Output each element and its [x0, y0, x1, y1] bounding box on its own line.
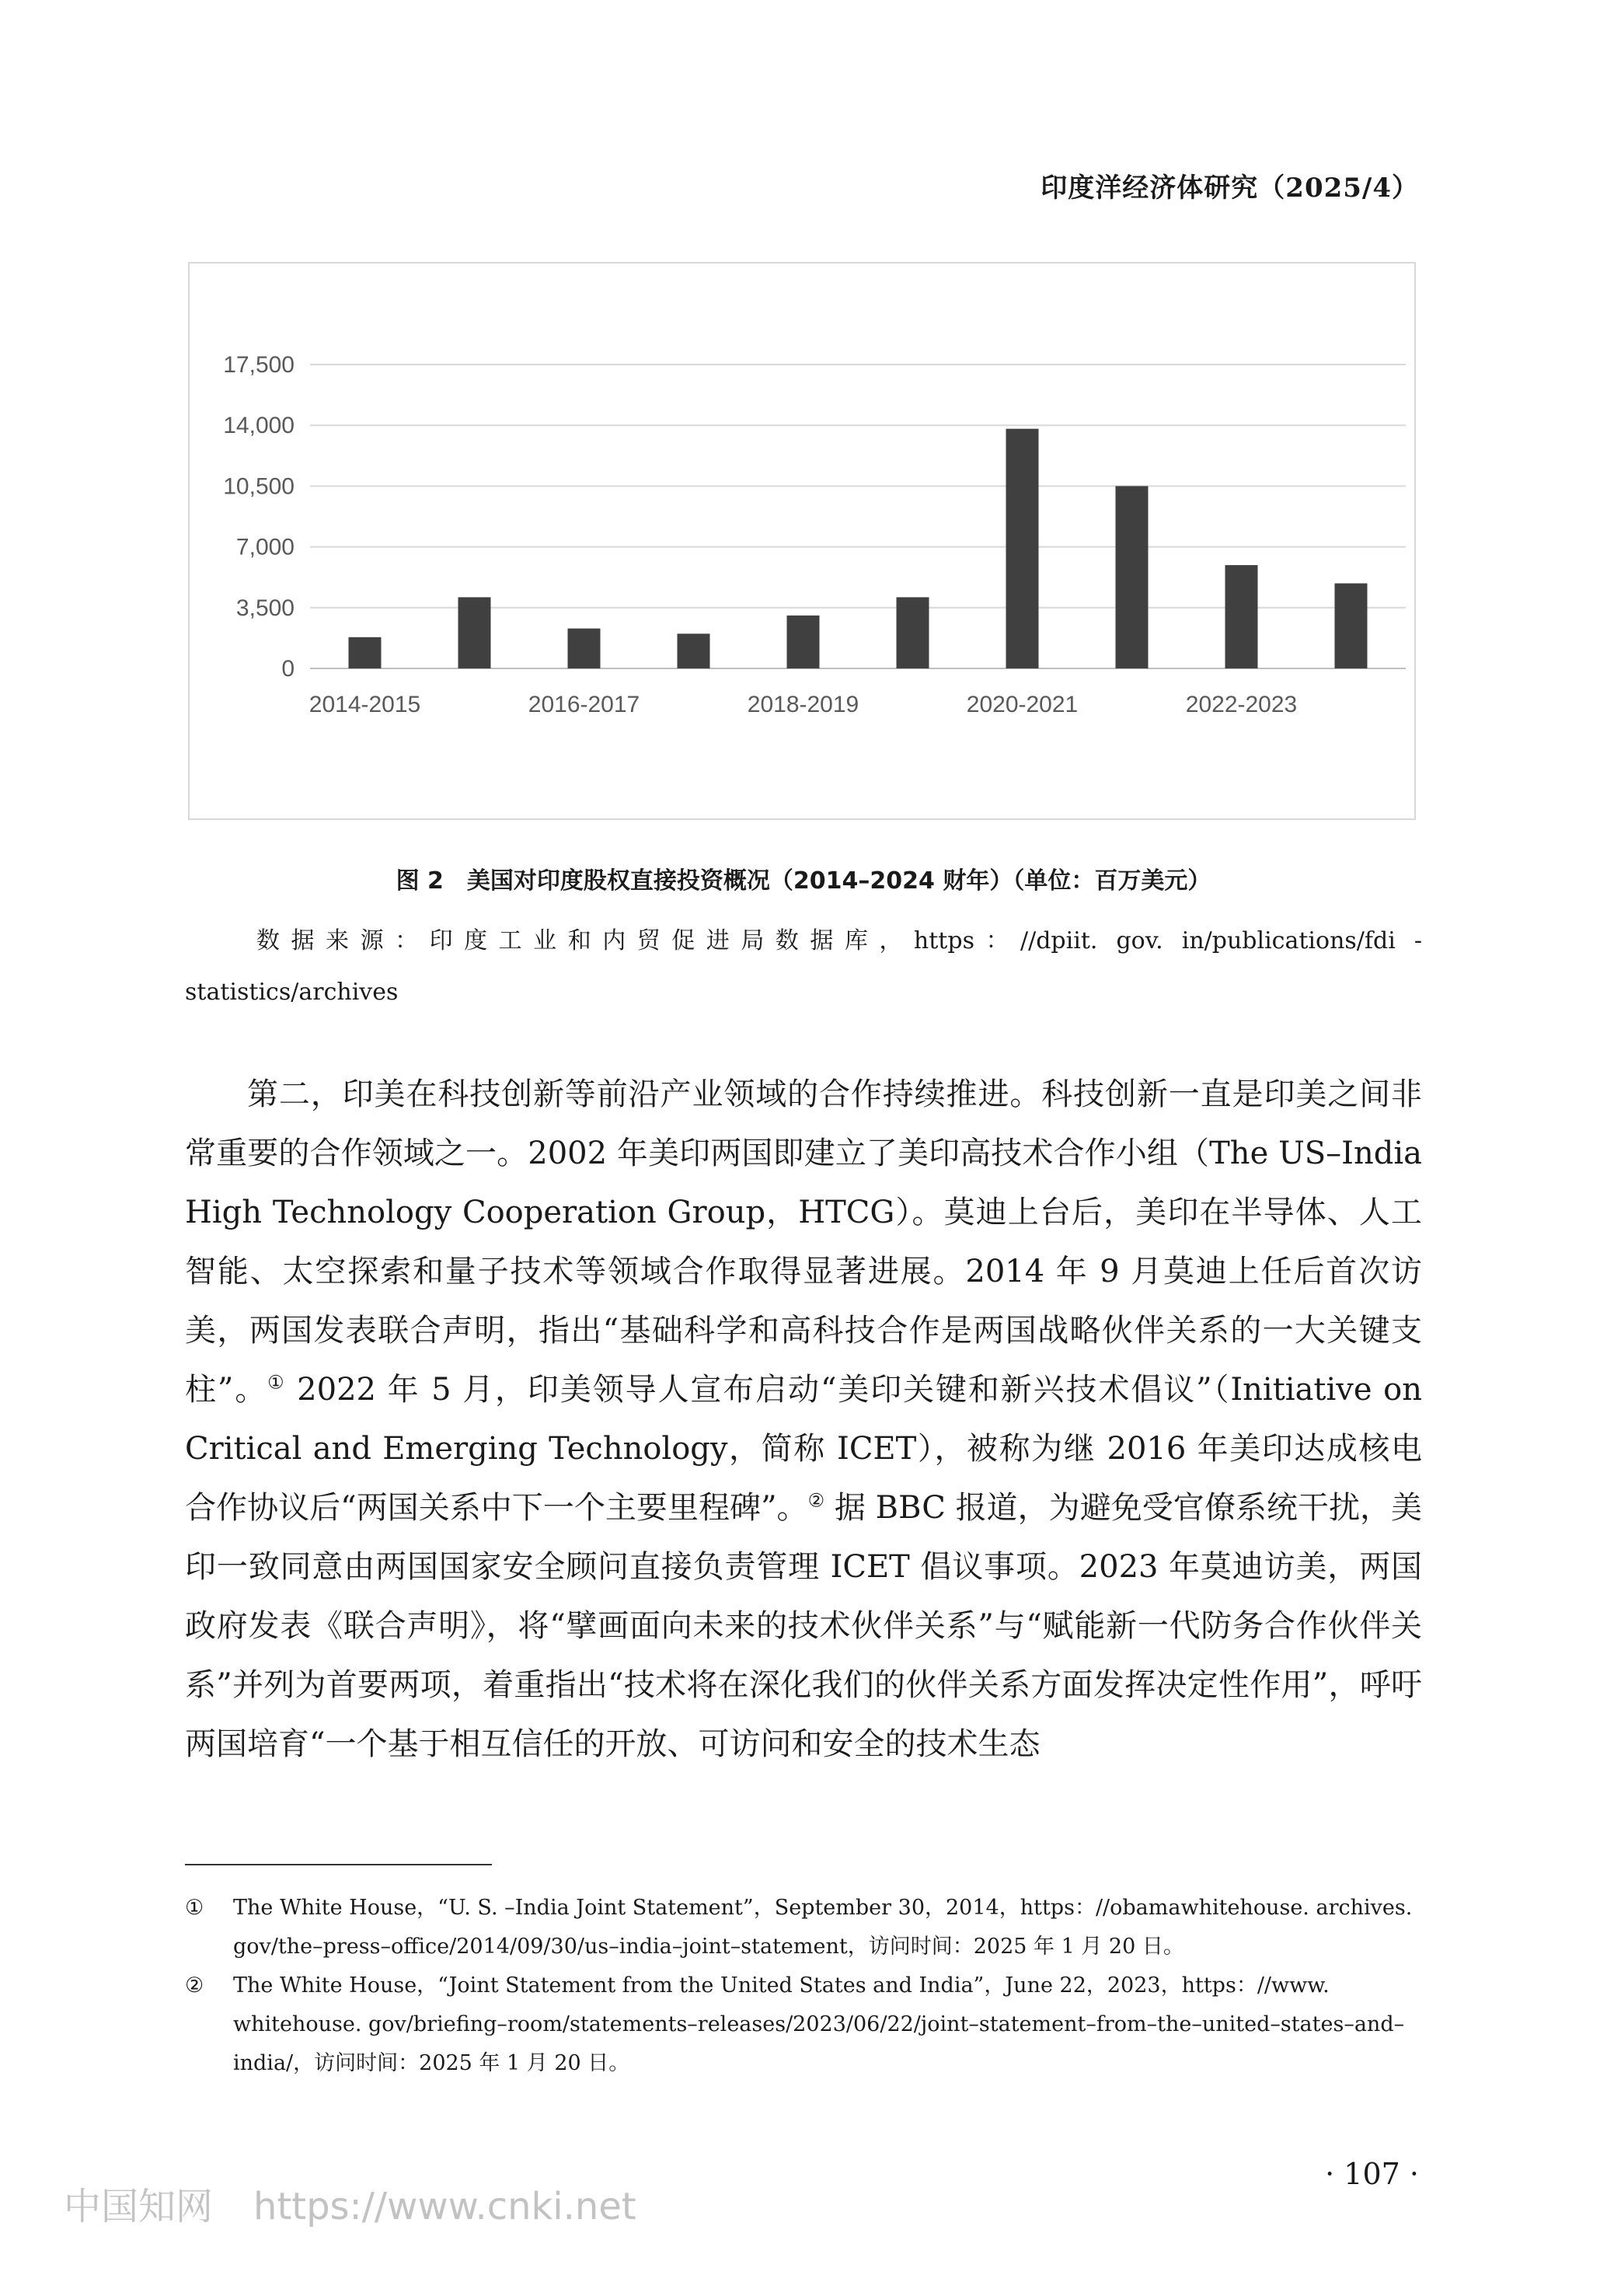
source-line-1: 数据来源：印度工业和内贸促进局数据库，https：//dpiit. gov. in/publications/fdi -: [256, 927, 1422, 954]
y-tick-label: 7,000: [235, 534, 295, 560]
body-part-1: 第二，印美在科技创新等前沿产业领域的合作持续推进。科技创新一直是印美之间非常重要的合作领域之一。2002 年美印两国即建立了美印高技术合作小组（The US–India High Technology Cooperation Group，HTCG）。莫迪上台后，美印在半导体、人工智能、太空探索和量子技术等领域合作取得显著进展。2014 年 9 月莫迪上任后首次访美，两国发表联合声明，指出“基础科学和高科技合作是两国战略伙伴关系的一大关键支柱”。: [185, 1076, 1422, 1408]
footnote-ref-1[interactable]: ①: [267, 1371, 286, 1394]
x-tick-label: 2022-2023: [1185, 692, 1298, 717]
bar-chart: [188, 262, 1416, 820]
bar: [1225, 565, 1258, 668]
footnotes: [185, 1889, 1422, 2083]
bar: [568, 629, 601, 668]
footnote-ref-2[interactable]: ②: [807, 1489, 825, 1512]
y-tick-label: 14,000: [223, 413, 295, 439]
figure-caption: 图 2 美国对印度股权直接投资概况（2014–2024 财年）（单位：百万美元）: [396, 867, 1211, 895]
watermark-brand: 中国知网: [64, 2185, 214, 2228]
cnki-watermark: [64, 2176, 636, 2230]
footnote-1-mark: ①: [185, 1896, 204, 1920]
bar: [458, 597, 491, 668]
y-tick-label: 10,500: [223, 473, 295, 500]
paragraph-text: [185, 1065, 1422, 1774]
footnote-2-text: The White House，“Joint Statement from the United States and India”，June 22，2023，https：//www. whitehouse. gov/briefing–room/statements–releases/2023/06/22/joint–statement–from–the–united–states–and–india/，访问时间：2025 年 1 月 20 日。: [233, 1973, 1405, 2075]
footnote-1: [185, 1889, 1422, 1966]
bar: [678, 633, 710, 668]
bar: [897, 597, 929, 668]
y-tick-label: 0: [281, 656, 295, 682]
footnote-1-text: The White House，“U. S. –India Joint Statement”，September 30，2014，https：//obamawhitehouse. archives. gov/the–press–office/2014/09/30/us–india–joint–statement，访问时间：2025 年 1 月 20 日。: [233, 1896, 1413, 1959]
footnote-2: [185, 1966, 1422, 2083]
source-line-2: statistics/archives: [185, 979, 399, 1006]
bar: [787, 616, 820, 668]
footnote-2-mark: ②: [185, 1973, 204, 1998]
x-tick-label: 2014-2015: [309, 692, 421, 717]
watermark-url: https://www.cnki.net: [253, 2185, 636, 2228]
bar: [1006, 429, 1039, 668]
running-head: 印度洋经济体研究（2025/4）: [1041, 173, 1419, 204]
footnote-divider: [185, 1864, 492, 1865]
page-number: · 107 ·: [1325, 2157, 1419, 2191]
x-tick-label: 2018-2019: [747, 692, 859, 717]
data-source: [185, 916, 1422, 1018]
bar: [1116, 486, 1149, 668]
bar: [349, 637, 382, 668]
chart-svg: [190, 263, 1417, 822]
y-tick-label: 17,500: [223, 352, 295, 378]
y-tick-label: 3,500: [235, 595, 295, 621]
body-paragraph: [185, 1065, 1422, 1774]
x-tick-label: 2016-2017: [528, 692, 640, 717]
body-part-2: 2022 年 5 月，印美领导人宣布启动“美印关键和新兴技术倡议”（Initiative on Critical and Emerging Technology，简称 ICET），被称为继 2016 年美印达成核电合作协议后“两国关系中下一个主要里程碑”。: [185, 1372, 1423, 1526]
bar: [1335, 584, 1368, 668]
x-tick-label: 2020-2021: [966, 692, 1079, 717]
body-part-3: 据 BBC 报道，为避免受官僚系统干扰，美印一致同意由两国国家安全顾问直接负责管理 ICET 倡议事项。2023 年莫迪访美，两国政府发表《联合声明》，将“擘画面向未来的技术伙伴关系”与“赋能新一代防务合作伙伴关系”并列为首要两项，着重指出“技术将在深化我们的伙伴关系方面发挥决定性作用”，呼吁两国培育“一个基于相互信任的开放、可访问和安全的技术生态: [185, 1490, 1423, 1762]
